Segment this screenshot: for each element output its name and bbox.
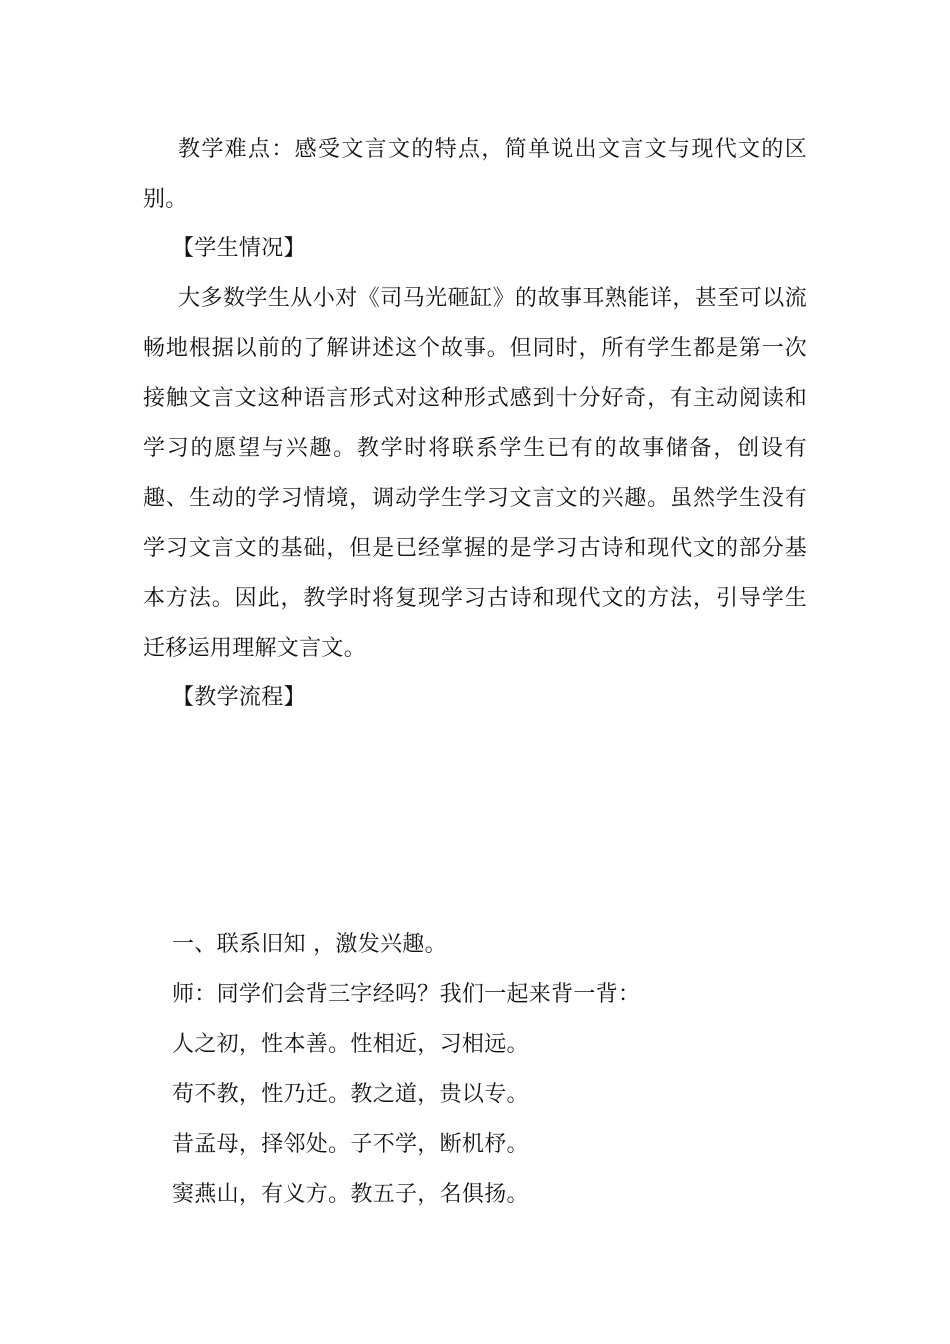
- step-one-title: 一、联系旧知 ，激发兴趣。: [172, 932, 447, 957]
- verse-line: 人之初，性本善。性相近，习相远。: [172, 1032, 529, 1057]
- verse-line: 窦燕山，有义方。教五子，名俱扬。: [172, 1182, 529, 1207]
- teaching-difficulty-paragraph: 教学难点：感受文言文的特点，简单说出文言文与现代文的区别。: [143, 137, 807, 212]
- student-situation-heading: 【学生情况】: [172, 236, 306, 261]
- verse-line: 昔孟母，择邻处。子不学，断机杼。: [172, 1132, 529, 1157]
- verse-line: 苟不教，性乃迁。教之道，贵以专。: [172, 1082, 529, 1107]
- student-situation-paragraph: 大多数学生从小对《司马光砸缸》的故事耳熟能详，甚至可以流畅地根据以前的了解讲述这个故事。但同时，所有学生都是第一次接触文言文这种语言形式对这种形式感到十分好奇，有主动阅读和学习的愿望与兴趣。教学时将联系学生已有的故事储备，创设有趣、生动的学习情境，调动学生学习文言文的兴趣。虽然学生没有学习文言文的基础，但是已经掌握的是学习古诗和现代文的部分基本方法。因此，教学时将复现学习古诗和现代文的方法，引导学生迁移运用理解文言文。: [143, 286, 807, 661]
- teaching-process-heading: 【教学流程】: [172, 685, 306, 710]
- teacher-prompt-line: 师：同学们会背三字经吗？我们一起来背一背：: [172, 982, 641, 1007]
